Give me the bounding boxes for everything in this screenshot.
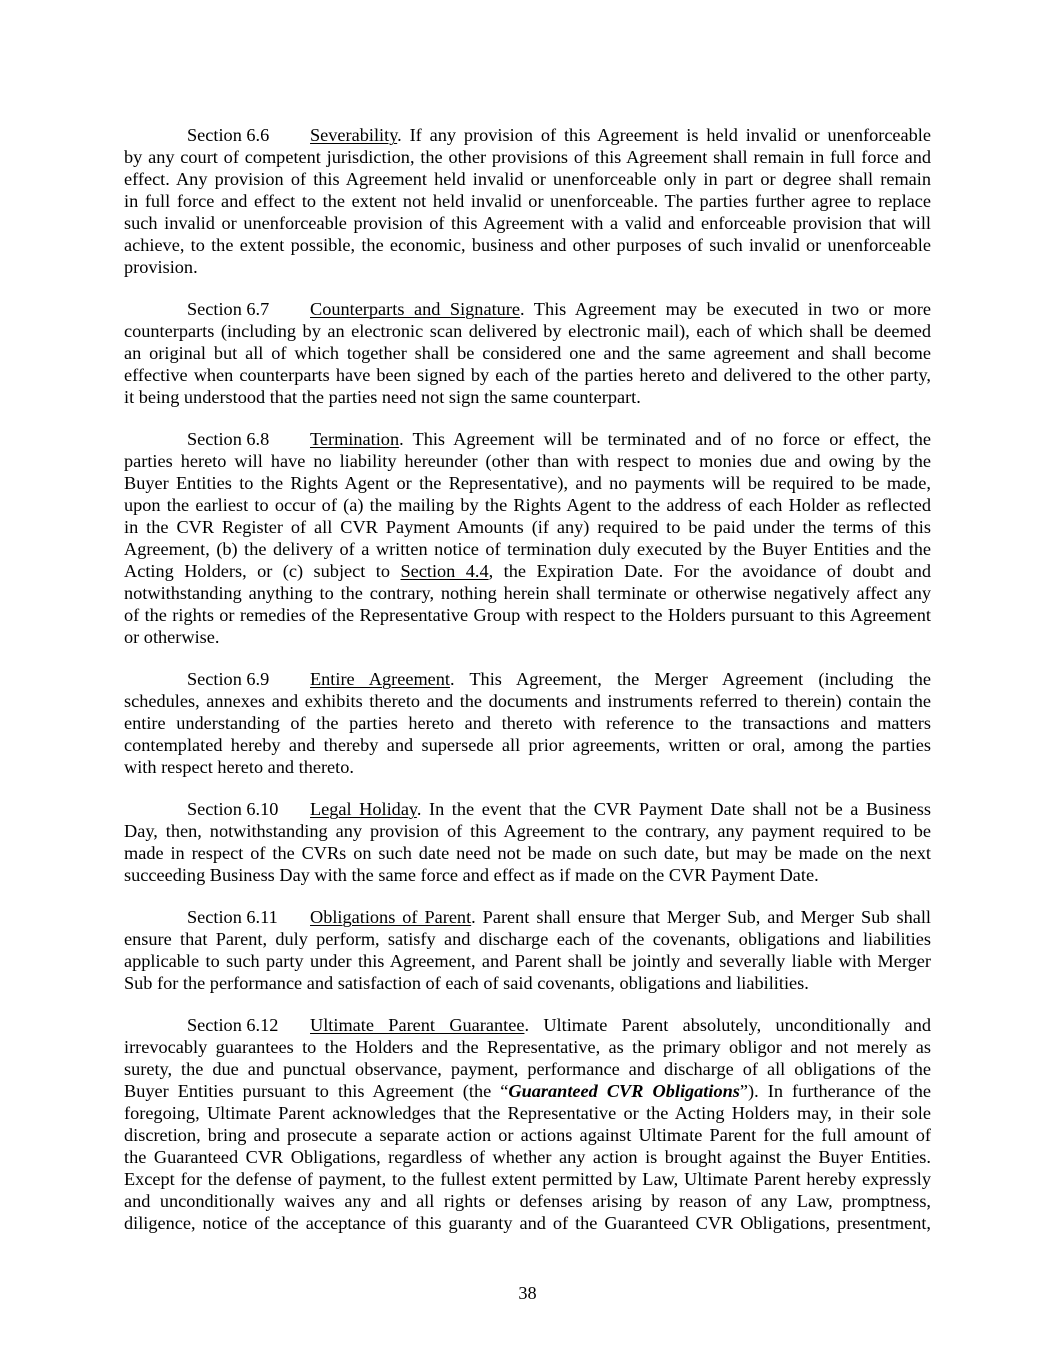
section-line: in the CVR Register of all CVR Payment Amounts (if any) required to be paid under the terms of this xyxy=(124,517,931,537)
section-line: of the rights or remedies of the Representative Group with respect to the Holders pursuant to this Agreement xyxy=(124,605,931,625)
section-6-8 xyxy=(124,428,931,648)
section-text: . In the event that the CVR Payment Date shall not be a Business xyxy=(416,799,931,819)
section-line: Except for the defense of payment, to the fullest extent permitted by Law, Ultimate Parent hereby expressly xyxy=(124,1169,931,1189)
defined-term: Guaranteed CVR Obligations xyxy=(508,1081,740,1101)
section-text: . If any provision of this Agreement is held invalid or unenforceable xyxy=(397,125,931,145)
section-line xyxy=(124,1014,931,1036)
section-line: discretion, bring and prosecute a separate action or actions against Ultimate Parent for the full amount of xyxy=(124,1125,931,1145)
section-line: Sub for the performance and satisfaction of each of said covenants, obligations and liabilities. xyxy=(124,973,809,993)
section-heading: Counterparts and Signature xyxy=(310,299,520,319)
section-line xyxy=(124,124,931,146)
section-line xyxy=(124,560,931,582)
section-line: made in respect of the CVRs on such date need not be made on such date, but may be made on the next xyxy=(124,843,931,863)
section-heading: Obligations of Parent xyxy=(310,907,472,927)
section-text: . This Agreement, the Merger Agreement (including the xyxy=(450,669,931,689)
section-text: Buyer Entities pursuant to this Agreement (the “ xyxy=(124,1081,509,1101)
section-line: Day, then, notwithstanding any provision of this Agreement to the contrary, any payment required to be xyxy=(124,821,931,841)
section-line xyxy=(124,428,931,450)
section-line: achieve, to the extent possible, the economic, business and other purposes of such invalid or unenforceable xyxy=(124,235,931,255)
section-text: Acting Holders, or (c) subject to xyxy=(124,561,401,581)
section-number: Section 6.6 xyxy=(187,125,270,145)
section-line: by any court of competent jurisdiction, the other provisions of this Agreement shall remain in full force and xyxy=(124,147,931,167)
section-line: effect. Any provision of this Agreement held invalid or unenforceable only in part or degree shall remain xyxy=(124,169,931,189)
section-line: applicable to such party under this Agreement, and Parent shall be jointly and severally liable with Merger xyxy=(124,951,931,971)
section-line xyxy=(124,668,931,690)
section-line: entire understanding of the parties hereto and thereto with reference to the transactions and matters xyxy=(124,713,931,733)
section-line xyxy=(124,1080,931,1102)
document-body xyxy=(124,124,931,1254)
section-line: or otherwise. xyxy=(124,627,220,647)
section-6-12 xyxy=(124,1014,931,1234)
section-line: Buyer Entities to the Rights Agent or the Representative), and no payments will be required to be made, xyxy=(124,473,931,493)
section-number: Section 6.8 xyxy=(187,429,270,449)
section-heading: Termination xyxy=(310,429,400,449)
section-line: succeeding Business Day with the same force and effect as if made on the CVR Payment Date. xyxy=(124,865,819,885)
section-text: . This Agreement will be terminated and of no force or effect, the xyxy=(399,429,931,449)
section-line: surety, the due and punctual observance, payment, performance and discharge of all obligations of the xyxy=(124,1059,931,1079)
section-number: Section 6.11 xyxy=(187,907,278,927)
section-text: . Ultimate Parent absolutely, unconditionally and xyxy=(524,1015,931,1035)
section-heading: Legal Holiday xyxy=(310,799,417,819)
section-cross-reference: Section 4.4 xyxy=(400,561,489,581)
section-line xyxy=(124,798,931,820)
section-line: an original but all of which together shall be considered one and the same agreement and shall become xyxy=(124,343,931,363)
section-line: the Guaranteed CVR Obligations, regardless of whether any action is brought against the Buyer Entities. xyxy=(124,1147,931,1167)
section-6-10 xyxy=(124,798,931,886)
section-text: . This Agreement may be executed in two or more xyxy=(520,299,931,319)
section-line: contemplated hereby and thereby and supersede all prior agreements, written or oral, among the parties xyxy=(124,735,931,755)
section-line: effective when counterparts have been signed by each of the parties hereto and delivered to the other party, xyxy=(124,365,931,385)
section-heading: Entire Agreement xyxy=(310,669,451,689)
section-line xyxy=(124,906,931,928)
section-line: Agreement, (b) the delivery of a written notice of termination duly executed by the Buyer Entities and the xyxy=(124,539,931,559)
section-6-7 xyxy=(124,298,931,408)
section-line: irrevocably guarantees to the Holders and the Representative, as the primary obligor and not merely as xyxy=(124,1037,931,1057)
section-number: Section 6.7 xyxy=(187,299,270,319)
section-line: upon the earliest to occur of (a) the mailing by the Rights Agent to the address of each Holder as reflected xyxy=(124,495,931,515)
section-line: foregoing, Ultimate Parent acknowledges that the Representative or the Acting Holders may, in their sole xyxy=(124,1103,931,1123)
section-line: it being understood that the parties need not sign the same counterpart. xyxy=(124,387,641,407)
section-number: Section 6.9 xyxy=(187,669,270,689)
section-number: Section 6.12 xyxy=(187,1015,279,1035)
page-number: 38 xyxy=(518,1283,537,1303)
section-line: counterparts (including by an electronic scan delivered by electronic mail), each of which shall be deemed xyxy=(124,321,931,341)
section-line: schedules, annexes and exhibits thereto and the documents and instruments referred to therein) contain the xyxy=(124,691,931,711)
section-line: in full force and effect to the extent not held invalid or unenforceable. The parties further agree to replace xyxy=(124,191,931,211)
section-6-6 xyxy=(124,124,931,278)
section-heading: Ultimate Parent Guarantee xyxy=(310,1015,525,1035)
section-heading: Severability xyxy=(310,125,398,145)
section-number: Section 6.10 xyxy=(187,799,279,819)
section-line xyxy=(124,298,931,320)
section-line: such invalid or unenforceable provision of this Agreement with a valid and enforceable provision that will xyxy=(124,213,931,233)
section-6-9 xyxy=(124,668,931,778)
section-line: notwithstanding anything to the contrary, nothing herein shall terminate or otherwise negatively affect any xyxy=(124,583,931,603)
section-line: ensure that Parent, duly perform, satisfy and discharge each of the covenants, obligations and liabilities xyxy=(124,929,931,949)
section-line: provision. xyxy=(124,257,198,277)
section-line: diligence, notice of the acceptance of this guaranty and of the Guaranteed CVR Obligations, presentment, xyxy=(124,1213,931,1233)
section-text: . Parent shall ensure that Merger Sub, and Merger Sub shall xyxy=(471,907,931,927)
section-line: with respect hereto and thereto. xyxy=(124,757,354,777)
section-6-11 xyxy=(124,906,931,994)
section-line: parties hereto will have no liability hereunder (other than with respect to monies due and owing by the xyxy=(124,451,931,471)
section-line: and unconditionally waives any and all rights or defenses arising by reason of any Law, promptness, xyxy=(124,1191,931,1211)
section-text: ”). In furtherance of the xyxy=(739,1081,931,1101)
section-text: , the Expiration Date. For the avoidance of doubt and xyxy=(488,561,931,581)
